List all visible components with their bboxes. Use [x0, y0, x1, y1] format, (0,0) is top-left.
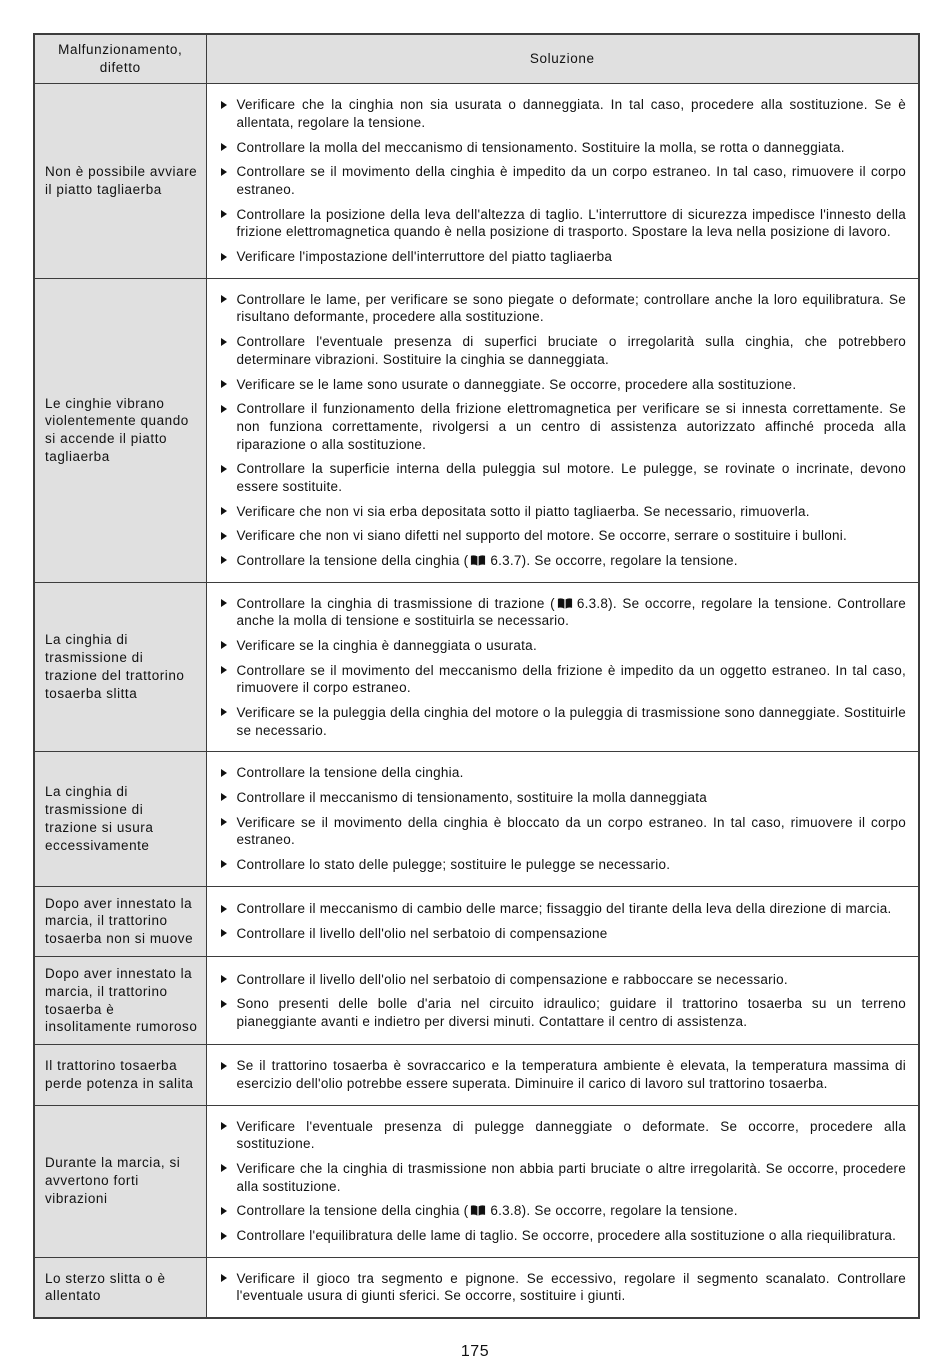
solution-text-post: ). Se occorre, regolare la tensione.	[521, 1203, 738, 1219]
bullet-triangle-icon	[221, 1207, 227, 1215]
bullet-triangle-icon	[221, 769, 227, 777]
bullet-triangle-icon	[221, 405, 227, 413]
solution-item	[220, 552, 907, 570]
troubleshooting-table	[33, 33, 920, 1319]
problem-cell: Non è possibile avviare il piatto tagliaerba	[34, 84, 206, 278]
solution-list	[220, 1270, 907, 1305]
bullet-triangle-icon	[221, 1232, 227, 1240]
bullet-triangle-icon	[221, 599, 227, 607]
solution-item	[220, 1202, 907, 1220]
header-solution-column: Soluzione	[206, 34, 919, 84]
solution-item	[220, 333, 907, 368]
bullet-triangle-icon	[221, 465, 227, 473]
solution-item	[220, 637, 907, 655]
solution-item	[220, 900, 907, 918]
problem-cell: Le cinghie vibrano violentemente quando si accende il piatto tagliaerba	[34, 278, 206, 582]
manual-reference-book-icon	[470, 1205, 486, 1216]
bullet-triangle-icon	[221, 338, 227, 346]
solution-item	[220, 856, 907, 874]
bullet-triangle-icon	[221, 666, 227, 674]
solution-cell	[206, 886, 919, 956]
solution-text: Controllare la superficie interna della puleggia sul motore. Le pulegge, se rovinate o incrinate, devono essere sostituite.	[236, 461, 906, 494]
bullet-triangle-icon	[221, 1062, 227, 1070]
solution-text: Controllare la tensione della cinghia.	[236, 765, 464, 781]
bullet-triangle-icon	[221, 818, 227, 826]
problem-cell: La cinghia di trasmissione di trazione del trattorino tosaerba slitta	[34, 582, 206, 752]
bullet-triangle-icon	[221, 1122, 227, 1130]
solution-text: Controllare il funzionamento della frizione elettromagnetica per verificare se si innesta correttamente. Se non funziona correttamente, rivolgersi a un centro di assistenza autorizzato affinché proceda alla riparazione o alla sostituzione.	[236, 401, 906, 452]
bullet-triangle-icon	[221, 860, 227, 868]
solution-list	[220, 900, 907, 942]
table-row	[34, 886, 919, 956]
solution-text: Sono presenti delle bolle d'aria nel circuito idraulico; guidare il trattorino tosaerba su un terreno pianeggiante avanti e indietro per diversi minuti. Contattare il centro di assistenza.	[236, 996, 906, 1029]
solution-text-pre: Controllare la cinghia di trasmissione di trazione (	[236, 595, 555, 611]
solution-text: Controllare la molla del meccanismo di tensionamento. Sostituire la molla, se rotta o danneggiata.	[236, 139, 845, 155]
solution-list	[220, 96, 907, 265]
manual-reference-number: 6.3.7	[490, 552, 522, 568]
solution-text: Controllare l'equilibratura delle lame di taglio. Se occorre, procedere alla sostituzione o alla riequilibratura.	[236, 1228, 897, 1243]
solution-text: Controllare se il movimento del meccanismo della frizione è impedito da un oggetto estraneo. In tal caso, rimuovere il corpo estraneo.	[236, 662, 906, 696]
solution-item	[220, 376, 907, 394]
solution-item	[220, 163, 907, 198]
bullet-triangle-icon	[221, 556, 227, 564]
solution-item	[220, 764, 907, 782]
solution-text: Verificare che non vi siano difetti nel supporto del motore. Se occorre, serrare o sostituire i bulloni.	[236, 528, 848, 544]
problem-cell: La cinghia di trasmissione di trazione si usura eccessivamente	[34, 752, 206, 886]
problem-cell: Dopo aver innestato la marcia, il trattorino tosaerba è insolitamente rumoroso	[34, 957, 206, 1045]
solution-text: Controllare il meccanismo di tensionamento, sostituire la molla danneggiata	[236, 789, 707, 805]
manual-reference-book-icon	[557, 598, 573, 609]
bullet-triangle-icon	[221, 929, 227, 937]
solution-text-pre: Controllare la tensione della cinghia (	[236, 1203, 469, 1219]
solution-item	[220, 995, 907, 1030]
solution-list	[220, 764, 907, 873]
bullet-triangle-icon	[221, 793, 227, 801]
solution-item	[220, 96, 907, 131]
manual-reference-book-icon	[470, 555, 486, 566]
manual-reference-number: 6.3.8	[576, 595, 609, 611]
bullet-triangle-icon	[221, 210, 227, 218]
table-row	[34, 752, 919, 886]
solution-text: Controllare se il movimento della cinghia è impedito da un corpo estraneo. In tal caso, rimuovere il corpo estraneo.	[236, 164, 906, 198]
manual-reference-number: 6.3.8	[490, 1203, 522, 1219]
bullet-triangle-icon	[221, 641, 227, 649]
solution-cell	[206, 957, 919, 1045]
solution-text: Verificare che non vi sia erba depositata sotto il piatto tagliaerba. Se necessario, rimuoverla.	[236, 503, 810, 519]
solution-text: Controllare la posizione della leva dell'altezza di taglio. L'interruttore di sicurezza impedisce l'innesto della frizione elettromagnetica quando è nella posizione di trasporto. Spostare la leva nella posizione di lavoro.	[236, 206, 906, 240]
bullet-triangle-icon	[221, 101, 227, 109]
solution-list	[220, 291, 907, 570]
table-row	[34, 278, 919, 582]
solution-text: Se il trattorino tosaerba è sovraccarico e la temperatura ambiente è elevata, la temperatura massima di esercizio dell'olio potrebbe essere superata. Diminuire il carico di lavoro sul trattorino tosaerba.	[236, 1058, 906, 1091]
solution-cell	[206, 1257, 919, 1318]
solution-text: Verificare se la cinghia è danneggiata o usurata.	[236, 637, 537, 653]
solution-cell	[206, 752, 919, 886]
bullet-triangle-icon	[221, 168, 227, 176]
bullet-triangle-icon	[221, 975, 227, 983]
solution-item	[220, 789, 907, 807]
bullet-triangle-icon	[221, 507, 227, 515]
solution-item	[220, 1160, 907, 1195]
bullet-triangle-icon	[221, 295, 227, 303]
solution-text: Controllare l'eventuale presenza di superfici bruciate o irregolarità sulla cinghia, che potrebbero determinare vibrazioni. Sostituire la cinghia se danneggiata.	[236, 334, 906, 367]
bullet-triangle-icon	[221, 1000, 227, 1008]
solution-text: Verificare il gioco tra segmento e pignone. Se eccessivo, regolare il segmento scanalato. Controllare l'eventuale usura di giunti sferici. Se occorre, sostituire i giunti.	[236, 1270, 906, 1304]
solution-item	[220, 1227, 907, 1245]
solution-item	[220, 971, 907, 989]
solution-item	[220, 1270, 907, 1305]
solution-item	[220, 139, 907, 157]
solution-item	[220, 291, 907, 326]
solution-item	[220, 460, 907, 495]
solution-text-post: ). Se occorre, regolare la tensione. Controllare anche la molla di tensione e sostituirla se necessario.	[236, 595, 907, 629]
solution-item	[220, 1057, 907, 1092]
solution-list	[220, 595, 907, 740]
bullet-triangle-icon	[221, 1274, 227, 1282]
solution-text: Verificare l'impostazione dell'interruttore del piatto tagliaerba	[236, 249, 613, 265]
solution-item	[220, 1118, 907, 1153]
problem-cell: Dopo aver innestato la marcia, il trattorino tosaerba non si muove	[34, 886, 206, 956]
page-number: 175	[460, 1343, 490, 1360]
solution-text: Controllare il meccanismo di cambio delle marce; fissaggio del tirante della leva della direzione di marcia.	[236, 901, 892, 917]
problem-cell: Durante la marcia, si avvertono forti vibrazioni	[34, 1105, 206, 1257]
bullet-triangle-icon	[221, 143, 227, 151]
solution-cell	[206, 278, 919, 582]
table-row	[34, 84, 919, 278]
solution-text-pre: Controllare la tensione della cinghia (	[236, 552, 469, 568]
bullet-triangle-icon	[221, 1164, 227, 1172]
solution-list	[220, 971, 907, 1031]
solution-item	[220, 925, 907, 943]
solution-item	[220, 527, 907, 545]
header-problem-column: Malfunzionamento, difetto	[34, 34, 206, 84]
solution-cell	[206, 582, 919, 752]
solution-text: Controllare le lame, per verificare se sono piegate o deformate; controllare anche la loro equilibratura. Se risultano deformante, procedere alla sostituzione.	[236, 291, 906, 325]
bullet-triangle-icon	[221, 905, 227, 913]
solution-item	[220, 704, 907, 739]
table-header-row	[34, 34, 919, 84]
solution-item	[220, 400, 907, 453]
bullet-triangle-icon	[221, 532, 227, 540]
solution-text: Verificare che la cinghia di trasmissione non abbia parti bruciate o altre irregolarità. Se occorre, procedere alla sostituzione.	[236, 1160, 906, 1194]
solution-text: Verificare l'eventuale presenza di pulegge danneggiate o deformate. Se occorre, procedere alla sostituzione.	[236, 1118, 906, 1152]
solution-item	[220, 814, 907, 849]
solution-cell	[206, 1105, 919, 1257]
solution-item	[220, 503, 907, 521]
table-row	[34, 1257, 919, 1318]
solution-cell	[206, 84, 919, 278]
bullet-triangle-icon	[221, 253, 227, 261]
table-row	[34, 1045, 919, 1105]
solution-item	[220, 206, 907, 241]
table-row	[34, 1105, 919, 1257]
solution-text: Verificare se il movimento della cinghia è bloccato da un corpo estraneo. In tal caso, rimuovere il corpo estraneo.	[236, 814, 906, 848]
solution-item	[220, 248, 907, 266]
solution-text: Verificare se la puleggia della cinghia del motore o la puleggia di trasmissione sono danneggiate. Sostituirle se necessario.	[236, 704, 906, 738]
problem-cell: Lo sterzo slitta o è allentato	[34, 1257, 206, 1318]
solution-text: Controllare il livello dell'olio nel serbatoio di compensazione	[236, 925, 608, 941]
solution-list	[220, 1057, 907, 1092]
solution-text: Verificare che la cinghia non sia usurata o danneggiata. In tal caso, procedere alla sostituzione. Se è allentata, regolare la tensione.	[236, 97, 906, 131]
solution-text: Controllare lo stato delle pulegge; sostituire le pulegge se necessario.	[236, 856, 671, 872]
bullet-triangle-icon	[221, 380, 227, 388]
solution-item	[220, 662, 907, 697]
table-row	[34, 957, 919, 1045]
solution-list	[220, 1118, 907, 1245]
problem-cell: Il trattorino tosaerba perde potenza in salita	[34, 1045, 206, 1105]
solution-text: Verificare se le lame sono usurate o danneggiate. Se occorre, procedere alla sostituzione.	[236, 376, 797, 392]
solution-cell	[206, 1045, 919, 1105]
solution-item	[220, 595, 907, 630]
solution-text-post: ). Se occorre, regolare la tensione.	[521, 552, 738, 568]
bullet-triangle-icon	[221, 708, 227, 716]
table-row	[34, 582, 919, 752]
solution-text: Controllare il livello dell'olio nel serbatoio di compensazione e rabboccare se necessario.	[236, 971, 788, 987]
